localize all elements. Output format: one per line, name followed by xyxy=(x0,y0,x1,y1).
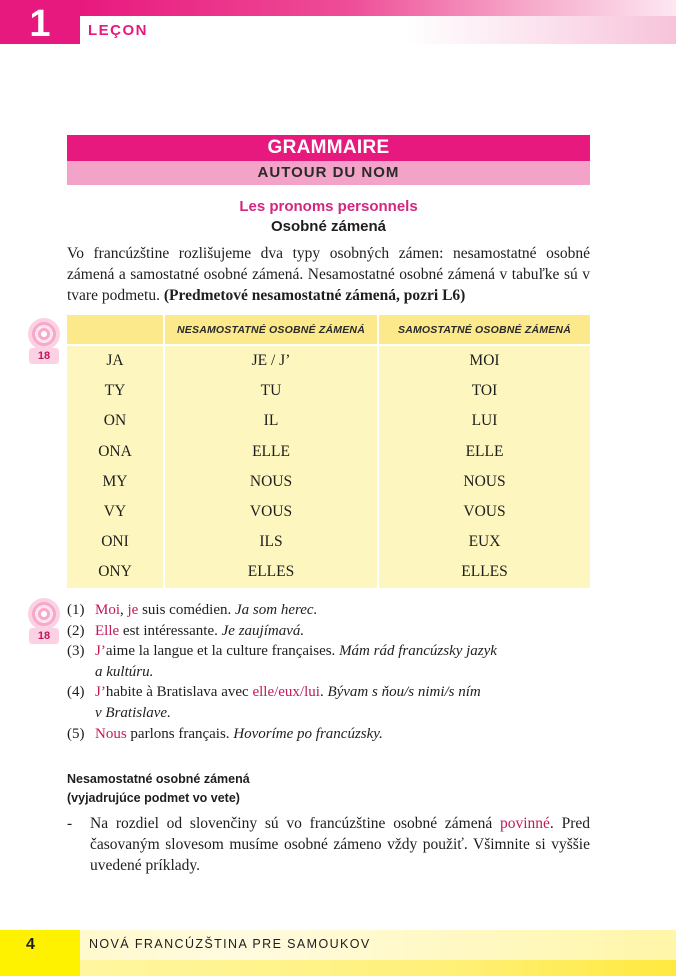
table-row xyxy=(67,527,590,557)
footer-stripe xyxy=(80,960,676,976)
page-number: 4 xyxy=(26,936,35,953)
table-header-row xyxy=(67,315,590,345)
table-cell: ILS xyxy=(164,527,378,557)
table-row xyxy=(67,557,590,587)
note-bullet xyxy=(67,813,590,876)
note-text-part: Na rozdiel od slovenčiny sú vo francúzštine osobné zámená xyxy=(90,815,500,832)
example-translation: Je zaujímavá. xyxy=(221,622,305,639)
example-number: (5) xyxy=(67,725,85,742)
chapter-label: LEÇON xyxy=(88,22,148,39)
example-text: est intéressante. xyxy=(119,622,222,639)
example-item xyxy=(67,641,590,682)
example-text: parlons français. xyxy=(126,725,234,742)
table-cell: ELLE xyxy=(465,442,504,460)
table-cell: NOUS xyxy=(463,472,506,490)
example-number: (4) xyxy=(67,684,85,701)
note-highlight: povinné xyxy=(499,815,550,832)
table-cell: EUX xyxy=(468,533,501,551)
audio-track-number: 18 xyxy=(29,628,59,644)
example-list xyxy=(67,600,590,744)
table-row xyxy=(67,406,590,436)
table-cell: LUI xyxy=(471,412,498,430)
example-highlight: elle/eux/lui xyxy=(252,684,320,701)
example-text: habite à Bratislava avec xyxy=(105,684,253,701)
grammar-title: GRAMMAIRE xyxy=(67,135,590,161)
grammar-subtitle: AUTOUR DU NOM xyxy=(67,161,590,185)
example-highlight: Nous xyxy=(95,725,127,742)
example-highlight: J’ xyxy=(95,684,106,701)
table-header-cell: NESAMOSTATNÉ OSOBNÉ ZÁMENÁ xyxy=(164,315,378,345)
table-cell: VOUS xyxy=(164,497,378,527)
table-cell: JE / J’ xyxy=(164,345,378,376)
book-title: NOVÁ FRANCÚZŠTINA PRE SAMOUKOV xyxy=(89,937,371,951)
example-translation: Mám rád francúzsky jazyk xyxy=(339,643,497,660)
example-text: aime la langue et la culture françaises. xyxy=(105,643,340,660)
bullet-dash: - xyxy=(67,815,73,832)
example-number: (2) xyxy=(67,622,85,639)
table-cell: MOI xyxy=(469,352,500,370)
table-cell: JA xyxy=(67,345,164,376)
pronoun-table xyxy=(67,315,590,588)
example-item xyxy=(67,682,590,723)
table-cell: VY xyxy=(67,497,164,527)
table-cell: TU xyxy=(164,376,378,406)
table-cell: ELLE xyxy=(164,437,378,467)
example-highlight: J’ xyxy=(95,643,106,660)
cd-icon xyxy=(28,318,60,350)
example-translation: Hovoríme po francúzsky. xyxy=(233,725,383,742)
table-cell: TY xyxy=(67,376,164,406)
table-row xyxy=(67,345,590,376)
table-cell: MY xyxy=(67,467,164,497)
table-cell: TOI xyxy=(471,382,498,400)
chapter-number: 1 xyxy=(29,3,51,45)
example-text: suis comédien. xyxy=(138,602,235,618)
table-header-cell xyxy=(67,315,164,345)
table-cell: ONI xyxy=(67,527,164,557)
example-number: (3) xyxy=(67,643,85,660)
example-translation: Bývam s ňou/s nimi/s ním xyxy=(327,684,481,701)
example-translation: v Bratislave. xyxy=(95,704,171,721)
example-item xyxy=(67,600,590,621)
example-item xyxy=(67,621,590,642)
audio-track-badge[interactable] xyxy=(27,318,61,366)
table-cell: ON xyxy=(67,406,164,436)
header-stripe xyxy=(80,0,676,16)
table-cell: ELLES xyxy=(164,557,378,587)
example-text: . xyxy=(319,684,328,701)
table-row xyxy=(67,467,590,497)
intro-bold-note: (Predmetové nesamostatné zámená, pozri L6) xyxy=(163,287,466,304)
example-highlight: je xyxy=(127,602,139,618)
note-text xyxy=(90,813,590,876)
table-row xyxy=(67,376,590,406)
note-text-part: . Pred časovaným slovesom musíme osobné zámeno vždy použiť. Všimnite si vyššie uvedené príklady. xyxy=(90,815,590,874)
table-row xyxy=(67,437,590,467)
audio-track-number: 18 xyxy=(29,348,59,364)
example-text: , xyxy=(120,602,128,618)
example-item xyxy=(67,724,590,745)
section-subtitle: Osobné zámená xyxy=(270,218,387,235)
table-row xyxy=(67,497,590,527)
example-number: (1) xyxy=(67,602,85,618)
table-header-cell: SAMOSTATNÉ OSOBNÉ ZÁMENÁ xyxy=(378,315,590,345)
audio-track-badge[interactable] xyxy=(27,598,61,646)
example-highlight: Moi xyxy=(95,602,121,618)
table-cell: ONY xyxy=(67,557,164,587)
note-heading xyxy=(67,770,590,808)
section-title: Les pronoms personnels xyxy=(239,198,418,215)
intro-text: Vo francúzštine rozlišujeme dva typy osobných zámen: nesamostatné osobné zámená a samostatné osobné zámená. Nesamostatné osobné zámená v tabuľke sú v tvare podmetu. xyxy=(67,245,590,304)
intro-paragraph xyxy=(67,243,590,306)
table-cell: ELLES xyxy=(461,563,508,581)
cd-icon xyxy=(28,598,60,630)
note-heading-line: Nesamostatné osobné zámená xyxy=(67,772,250,786)
table-cell: ONA xyxy=(67,437,164,467)
example-translation: Ja som herec. xyxy=(235,602,318,618)
table-cell: NOUS xyxy=(164,467,378,497)
table-cell: IL xyxy=(164,406,378,436)
table-cell: VOUS xyxy=(463,503,506,521)
note-heading-line: (vyjadrujúce podmet vo vete) xyxy=(67,791,240,805)
example-highlight: Elle xyxy=(95,622,120,639)
example-translation: a kultúru. xyxy=(95,663,154,680)
